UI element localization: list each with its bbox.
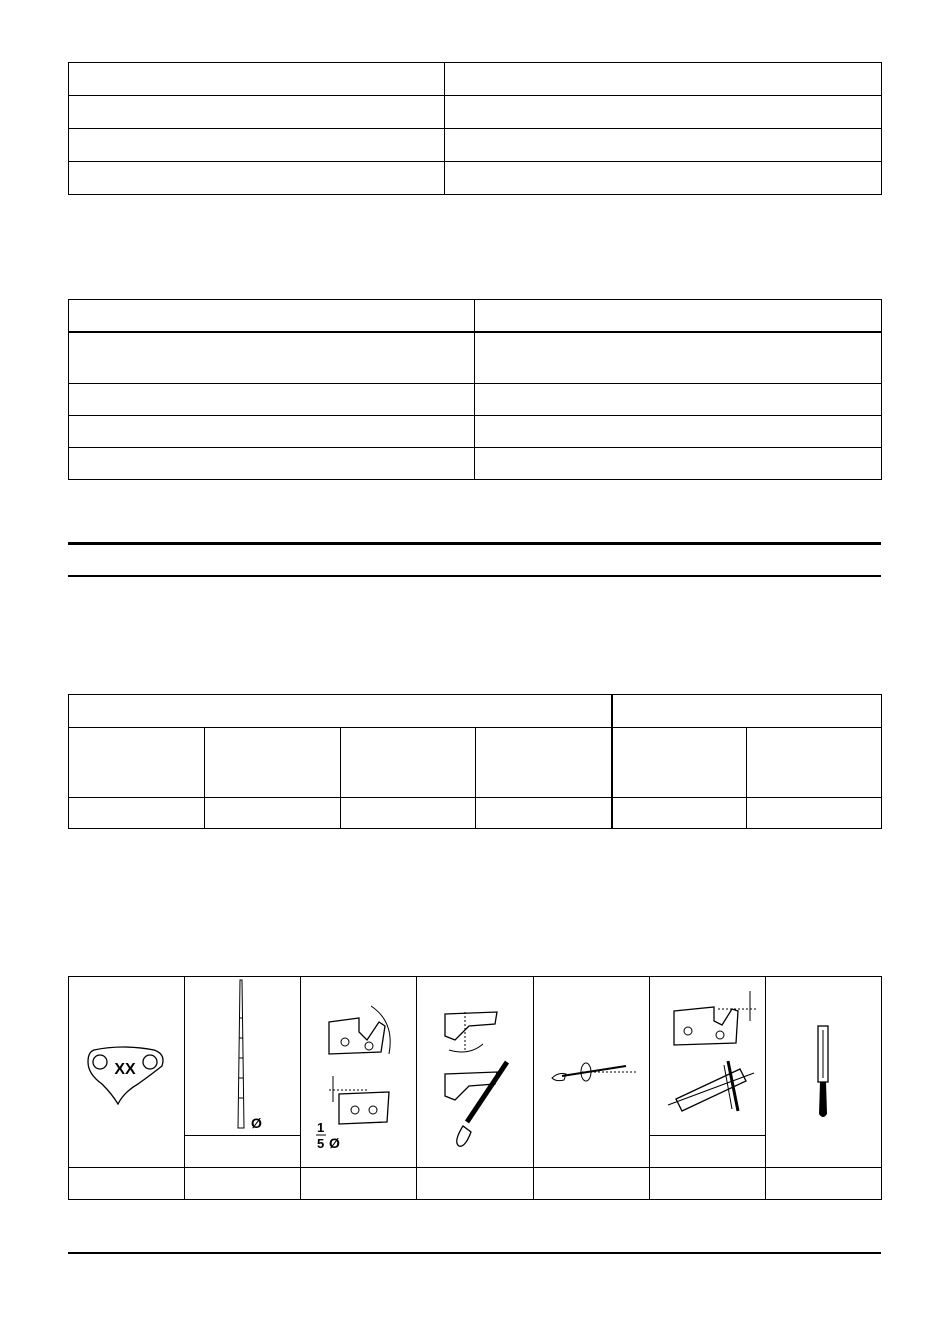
depth-gauge-icon [650, 977, 766, 1136]
table-row [69, 1168, 882, 1200]
table-row [69, 162, 882, 195]
svg-text:1: 1 [316, 1120, 324, 1135]
table-row [69, 728, 882, 798]
table-row [69, 63, 882, 96]
spec-table-b [68, 299, 882, 480]
cutter-diameter-icon [301, 977, 417, 1168]
table-row [69, 332, 882, 384]
file-holder-icon [534, 977, 650, 1168]
section-rule-top [68, 542, 881, 545]
spec-table-a [68, 62, 882, 195]
footer-rule [68, 1252, 881, 1254]
table-row [69, 798, 882, 829]
table-row [69, 129, 882, 162]
file-angle-icon [417, 977, 534, 1168]
table-row [69, 96, 882, 129]
section-rule-bottom [68, 575, 881, 577]
flat-file-icon [766, 977, 882, 1168]
svg-text:Ø: Ø [250, 1115, 262, 1132]
table-row [69, 977, 882, 1136]
table-row [69, 448, 882, 480]
round-file-icon [185, 977, 301, 1136]
table-row [69, 300, 882, 333]
table-row [69, 695, 882, 728]
table-row [69, 416, 882, 448]
sharpening-tools-table [68, 976, 882, 1200]
svg-text:Ø: Ø [328, 1135, 340, 1151]
table-row [69, 384, 882, 416]
chain-spec-table [68, 694, 882, 829]
chain-gauge-icon [69, 977, 185, 1168]
svg-text:5: 5 [316, 1136, 324, 1151]
svg-text:XX: XX [113, 1061, 136, 1078]
